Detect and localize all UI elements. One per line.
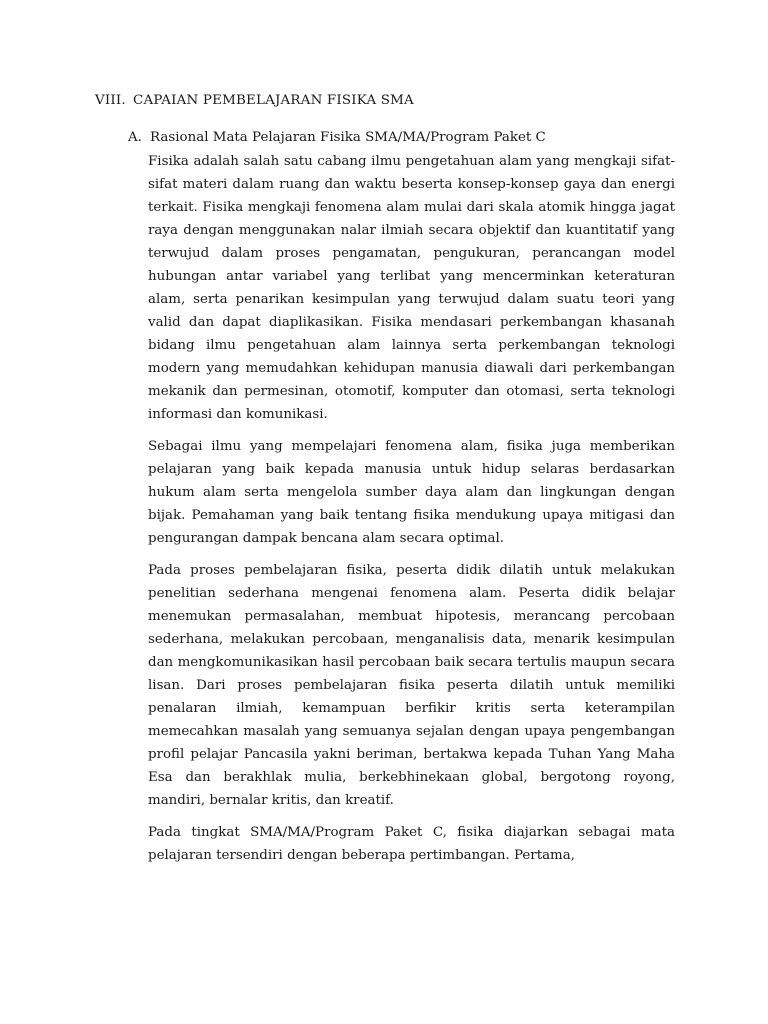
section-title: Rasional Mata Pelajaran Fisika SMA/MA/Program Paket C (150, 130, 546, 145)
section-letter: A. (128, 130, 142, 145)
paragraph-4: Pada tingkat SMA/MA/Program Paket C, fisika diajarkan sebagai mata pelajaran tersendiri dengan beberapa pertimbangan. Pertama, (148, 825, 675, 863)
paragraph-2: Sebagai ilmu yang mempelajari fenomena alam, fisika juga memberikan pelajaran yang baik kepada manusia untuk hidup selaras berdasarkan hukum alam serta mengelola sumber daya alam dan lingkungan dengan bijak. Pemahaman yang baik tentang fisika mendukung upaya mitigasi dan pengurangan dampak bencana alam secara optimal. (148, 439, 675, 546)
body-text (148, 150, 675, 876)
section-heading (128, 130, 546, 145)
chapter-heading (95, 93, 414, 108)
chapter-title: CAPAIAN PEMBELAJARAN FISIKA SMA (133, 93, 414, 108)
paragraph-1: Fisika adalah salah satu cabang ilmu pengetahuan alam yang mengkaji sifat-sifat materi dalam ruang dan waktu beserta konsep-konsep gaya dan energi terkait. Fisika mengkaji fenomena alam mulai dari skala atomik hingga jagat raya dengan menggunakan nalar ilmiah secara objektif dan kuantitatif yang terwujud dalam proses pengamatan, pengukuran, perancangan model hubungan antar variabel yang terlibat yang mencerminkan keteraturan alam, serta penarikan kesimpulan yang terwujud dalam suatu teori yang valid dan dapat diaplikasikan. Fisika mendasari perkembangan khasanah bidang ilmu pengetahuan alam lainnya serta perkembangan teknologi modern yang memudahkan kehidupan manusia diawali dari perkembangan mekanik dan permesinan, otomotif, komputer dan otomasi, serta teknologi informasi dan komunikasi. (148, 154, 675, 422)
paragraph-3: Pada proses pembelajaran fisika, peserta didik dilatih untuk melakukan penelitian sederhana mengenai fenomena alam. Peserta didik belajar menemukan permasalahan, membuat hipotesis, merancang percobaan sederhana, melakukan percobaan, menganalisis data, menarik kesimpulan dan mengkomunikasikan hasil percobaan baik secara tertulis maupun secara lisan. Dari proses pembelajaran fisika peserta dilatih untuk memiliki penalaran ilmiah, kemampuan berfikir kritis serta keterampilan memecahkan masalah yang semuanya sejalan dengan upaya pengembangan profil pelajar Pancasila yakni beriman, bertakwa kepada Tuhan Yang Maha Esa dan berakhlak mulia, berkebhinekaan global, bergotong royong, mandiri, bernalar kritis, dan kreatif. (148, 563, 675, 808)
chapter-number: VIII. (95, 93, 126, 108)
